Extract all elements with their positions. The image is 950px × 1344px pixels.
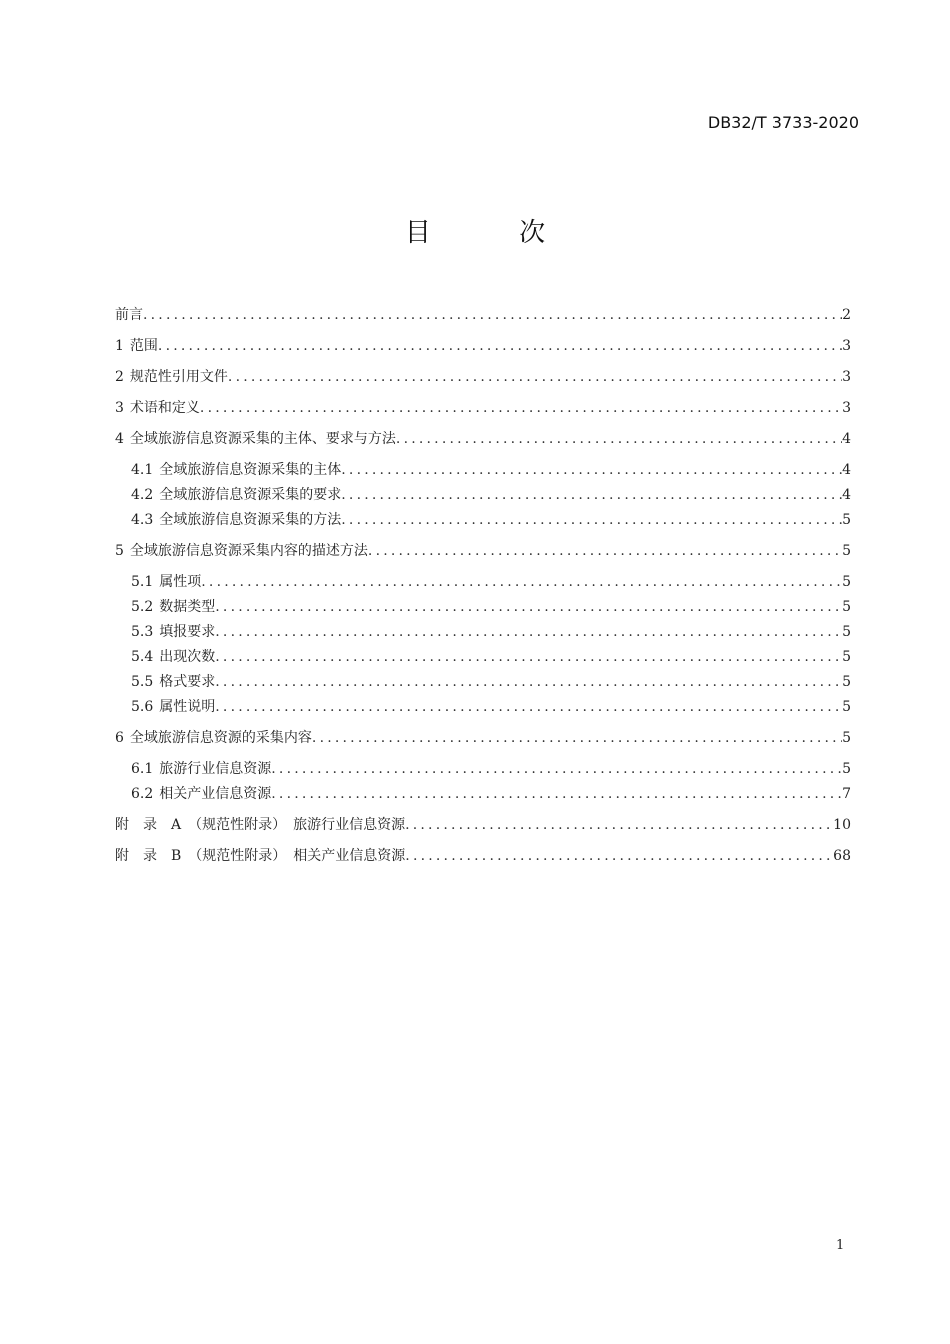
toc-entry[interactable]	[131, 571, 851, 591]
toc-entry-page: 5	[842, 624, 851, 640]
toc-entry[interactable]	[131, 621, 851, 641]
toc-entry-label	[115, 335, 158, 355]
toc-entry-page: 3	[842, 369, 851, 385]
toc-entry-number: 4	[115, 431, 124, 447]
toc-entry-page: 68	[833, 848, 851, 864]
dot-leader	[143, 307, 842, 323]
toc-entry-number: 5.2	[131, 599, 154, 615]
toc-entry-page: 3	[842, 338, 851, 354]
dot-leader	[215, 674, 842, 690]
toc-entry-text: 术语和定义	[129, 400, 200, 416]
toc-entry-page: 5	[842, 543, 851, 559]
dot-leader	[341, 462, 842, 478]
toc-entry-page: 5	[842, 649, 851, 665]
page-title: 目 次	[404, 218, 586, 248]
toc-entry-page: 5	[842, 512, 851, 528]
dot-leader	[215, 649, 842, 665]
toc-entry-text: 数据类型	[159, 599, 216, 615]
toc-entry-text: 旅游行业信息资源	[159, 761, 272, 777]
toc-entry-number: 5.1	[131, 574, 154, 590]
toc-entry-text: 属性说明	[159, 699, 216, 715]
toc-entry-text: 全域旅游信息资源采集的主体、要求与方法	[129, 431, 396, 447]
toc-entry-number: 2	[115, 369, 124, 385]
toc-entry[interactable]	[115, 335, 851, 355]
toc-entry-page: 5	[842, 674, 851, 690]
toc-entry-label	[115, 304, 143, 324]
toc-entry-page: 5	[842, 574, 851, 590]
toc-entry-page: 3	[842, 400, 851, 416]
toc-entry-label	[131, 671, 215, 691]
toc-entry-page: 4	[842, 431, 851, 447]
toc-entry-label	[131, 758, 271, 778]
standard-code: DB32/T 3733-2020	[707, 113, 859, 132]
toc-entry[interactable]	[131, 484, 851, 504]
toc-entry-text: 全域旅游信息资源采集的方法	[159, 512, 342, 528]
dot-leader	[271, 786, 842, 802]
dot-leader	[368, 543, 842, 559]
toc-entry[interactable]	[115, 814, 851, 834]
toc-entry-text: 前言	[115, 307, 143, 323]
toc-entry-text: 全域旅游信息资源的采集内容	[129, 730, 312, 746]
dot-leader	[405, 817, 833, 833]
toc-entry[interactable]	[131, 459, 851, 479]
toc-entry-text: 填报要求	[159, 624, 216, 640]
toc-entry-label	[131, 484, 341, 504]
toc-entry-label	[131, 621, 215, 641]
toc-entry[interactable]	[115, 397, 851, 417]
toc-entry[interactable]	[131, 783, 851, 803]
dot-leader	[201, 574, 842, 590]
toc-entry-number: 1	[115, 338, 124, 354]
dot-leader	[341, 512, 842, 528]
toc-entry-number: 4.2	[131, 487, 154, 503]
toc-entry-page: 5	[842, 699, 851, 715]
toc-entry-page: 5	[842, 730, 851, 746]
dot-leader	[215, 699, 842, 715]
dot-leader	[228, 369, 842, 385]
toc-entry-page: 5	[842, 761, 851, 777]
page-number: 1	[836, 1238, 845, 1253]
toc-entry-label	[115, 814, 405, 834]
toc-entry-text: 全域旅游信息资源采集的要求	[159, 487, 342, 503]
toc-entry[interactable]	[115, 304, 851, 324]
toc-entry[interactable]	[115, 727, 851, 747]
dot-leader	[215, 624, 842, 640]
toc-entry-number: 5.5	[131, 674, 154, 690]
toc-entry-page: 2	[842, 307, 851, 323]
toc-entry-number: 5.3	[131, 624, 154, 640]
toc-entry-page: 4	[842, 462, 851, 478]
toc-entry-text: 全域旅游信息资源采集内容的描述方法	[129, 543, 368, 559]
toc-entry-label	[115, 540, 368, 560]
toc-entry-page: 7	[842, 786, 851, 802]
toc-entry[interactable]	[115, 366, 851, 386]
dot-leader	[341, 487, 842, 503]
toc-entry-label	[115, 727, 312, 747]
dot-leader	[215, 599, 842, 615]
dot-leader	[312, 730, 842, 746]
toc-entry[interactable]	[115, 540, 851, 560]
toc-entry-number: 6.2	[131, 786, 154, 802]
toc-entry[interactable]	[131, 696, 851, 716]
dot-leader	[200, 400, 842, 416]
toc-entry-page: 5	[842, 599, 851, 615]
toc-entry-number: 5.4	[131, 649, 154, 665]
toc-entry-label	[131, 571, 201, 591]
toc-entry-label	[131, 646, 215, 666]
toc-entry[interactable]	[131, 646, 851, 666]
toc-entry-number: 5.6	[131, 699, 154, 715]
toc-entry-text: 规范性引用文件	[129, 369, 228, 385]
toc-entry-label	[131, 596, 215, 616]
toc-entry-text: 附 录 A （规范性附录） 旅游行业信息资源	[115, 817, 406, 833]
toc-entry-text: 全域旅游信息资源采集的主体	[159, 462, 342, 478]
toc-entry-text: 格式要求	[159, 674, 216, 690]
toc-entry-label	[131, 459, 341, 479]
toc-entry-label	[115, 397, 200, 417]
toc-entry[interactable]	[115, 845, 851, 865]
toc-entry-label	[115, 366, 228, 386]
toc-entry-label	[115, 845, 405, 865]
toc-entry-number: 6.1	[131, 761, 154, 777]
dot-leader	[271, 761, 842, 777]
toc-entry[interactable]	[115, 428, 851, 448]
toc-entry-text: 出现次数	[159, 649, 216, 665]
dot-leader	[405, 848, 833, 864]
toc-entry-text: 相关产业信息资源	[159, 786, 272, 802]
toc-entry-label	[131, 783, 271, 803]
toc-entry-page: 4	[842, 487, 851, 503]
toc-entry-number: 6	[115, 730, 124, 746]
toc-entry[interactable]	[131, 671, 851, 691]
toc-entry-number: 4.3	[131, 512, 154, 528]
toc-entry-page: 10	[833, 817, 851, 833]
toc-entry[interactable]	[131, 758, 851, 778]
toc-entry-number: 5	[115, 543, 124, 559]
toc-entry[interactable]	[131, 509, 851, 529]
toc-entry[interactable]	[131, 596, 851, 616]
toc-entry-text: 属性项	[159, 574, 202, 590]
toc-entry-text: 附 录 B （规范性附录） 相关产业信息资源	[115, 848, 406, 864]
toc-entry-label	[115, 428, 396, 448]
toc-entry-number: 4.1	[131, 462, 154, 478]
toc-entry-number: 3	[115, 400, 124, 416]
dot-leader	[158, 338, 842, 354]
toc-entry-label	[131, 509, 341, 529]
toc-entry-label	[131, 696, 215, 716]
toc-entry-text: 范围	[129, 338, 158, 354]
dot-leader	[396, 431, 842, 447]
